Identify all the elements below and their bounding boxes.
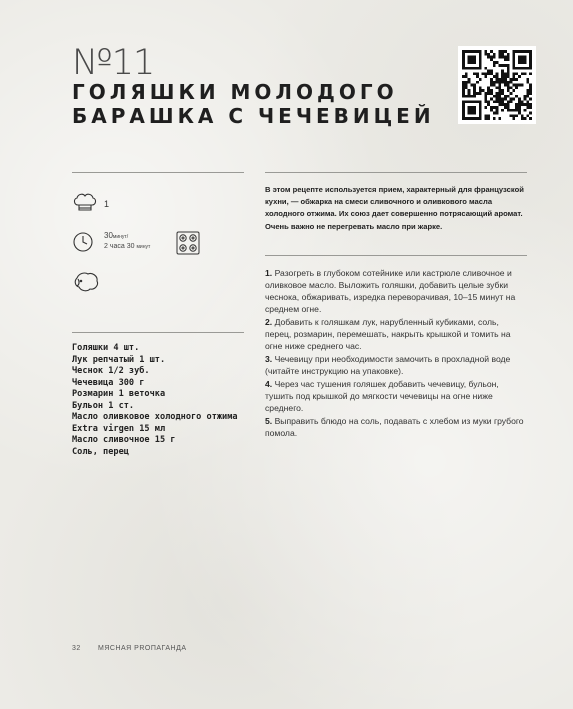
ingredient-item: Чечевица 300 г xyxy=(72,377,145,388)
step-item xyxy=(265,267,527,315)
ingredient-item: Бульон 1 ст. xyxy=(72,400,135,411)
time-total-unit: минут xyxy=(136,244,151,250)
divider-right-top xyxy=(265,172,527,173)
title-line-2: БАРАШКА С ЧЕЧЕВИЦЕЙ xyxy=(72,104,435,128)
book-title: МЯСНАЯ PROПАГАНДА xyxy=(98,645,187,652)
title-line-1: ГОЛЯШКИ МОЛОДОГО xyxy=(72,80,398,104)
qr-code[interactable] xyxy=(458,46,536,124)
servings-value: 1 xyxy=(104,199,110,209)
cooking-time xyxy=(104,231,150,252)
step-text: Добавить к голяшкам лук, нарубленный кубиками, соль, перец, розмарин, перемешать, накрыть крышкой и томить на огне ниже среднего час. xyxy=(265,317,511,351)
step-number: 4. xyxy=(265,379,273,389)
step-text: Чечевицу при необходимости замочить в прохладной воде (читайте инструкцию на упаковке). xyxy=(265,354,511,376)
divider-left-middle xyxy=(72,332,244,333)
stove-icon xyxy=(176,231,200,255)
ingredient-item: Соль, перец xyxy=(72,446,129,457)
step-item xyxy=(265,378,527,414)
ingredient-item: Розмарин 1 веточка xyxy=(72,389,166,399)
divider-left-top xyxy=(72,172,244,173)
ingredient-item: Чеснок 1/2 зуб. xyxy=(72,366,150,376)
ingredients-list xyxy=(72,343,252,458)
step-number: 5. xyxy=(265,416,273,426)
time-active: 30 xyxy=(104,231,113,240)
step-item xyxy=(265,316,527,352)
ingredient-item: Голяшки 4 шт. xyxy=(72,343,140,353)
recipe-title xyxy=(72,80,435,128)
step-text: Через час тушения голяшек добавить чечевицу, бульон, тушить под крышкой до мягкости чечевицы на огне ниже среднего. xyxy=(265,379,499,413)
recipe-steps xyxy=(265,267,527,440)
step-number: 3. xyxy=(265,354,273,364)
clock-icon xyxy=(72,231,94,253)
recipe-intro: В этом рецепте используется прием, характерный для французской кухни, — обжарка на смеси сливочного и оливкового масла холодного отжима. Их союз дает совершенно потрясающий аромат. Очень важно не перегревать масло при жарке. xyxy=(265,185,524,231)
step-number: 1. xyxy=(265,268,273,278)
time-total: 2 часа 30 xyxy=(104,243,135,250)
step-number: 2. xyxy=(265,317,273,327)
step-text: Разогреть в глубоком сотейнике или кастрюле сливочное и оливковое масло. Выложить голяшки, добавить целые зубки чеснока, обжаривать, изредка переворачивая, 10–15 минут на среднем огне. xyxy=(265,268,516,314)
recipe-number: №11 xyxy=(72,43,155,83)
ingredient-item: Масло сливочное 15 г xyxy=(72,435,176,445)
step-item xyxy=(265,353,527,377)
time-active-unit: минут/ xyxy=(112,234,129,240)
chef-hat-icon xyxy=(72,192,98,214)
lamb-icon xyxy=(72,270,100,294)
step-item xyxy=(265,415,527,439)
divider-right-middle xyxy=(265,255,527,256)
ingredient-item: Масло оливковое холодного отжима Extra virgen 15 мл xyxy=(72,412,238,434)
ingredient-item: Лук репчатый 1 шт. xyxy=(72,354,166,365)
step-text: Выправить блюдо на соль, подавать с хлебом из муки грубого помола. xyxy=(265,416,524,438)
page-number: 32 xyxy=(72,645,81,652)
